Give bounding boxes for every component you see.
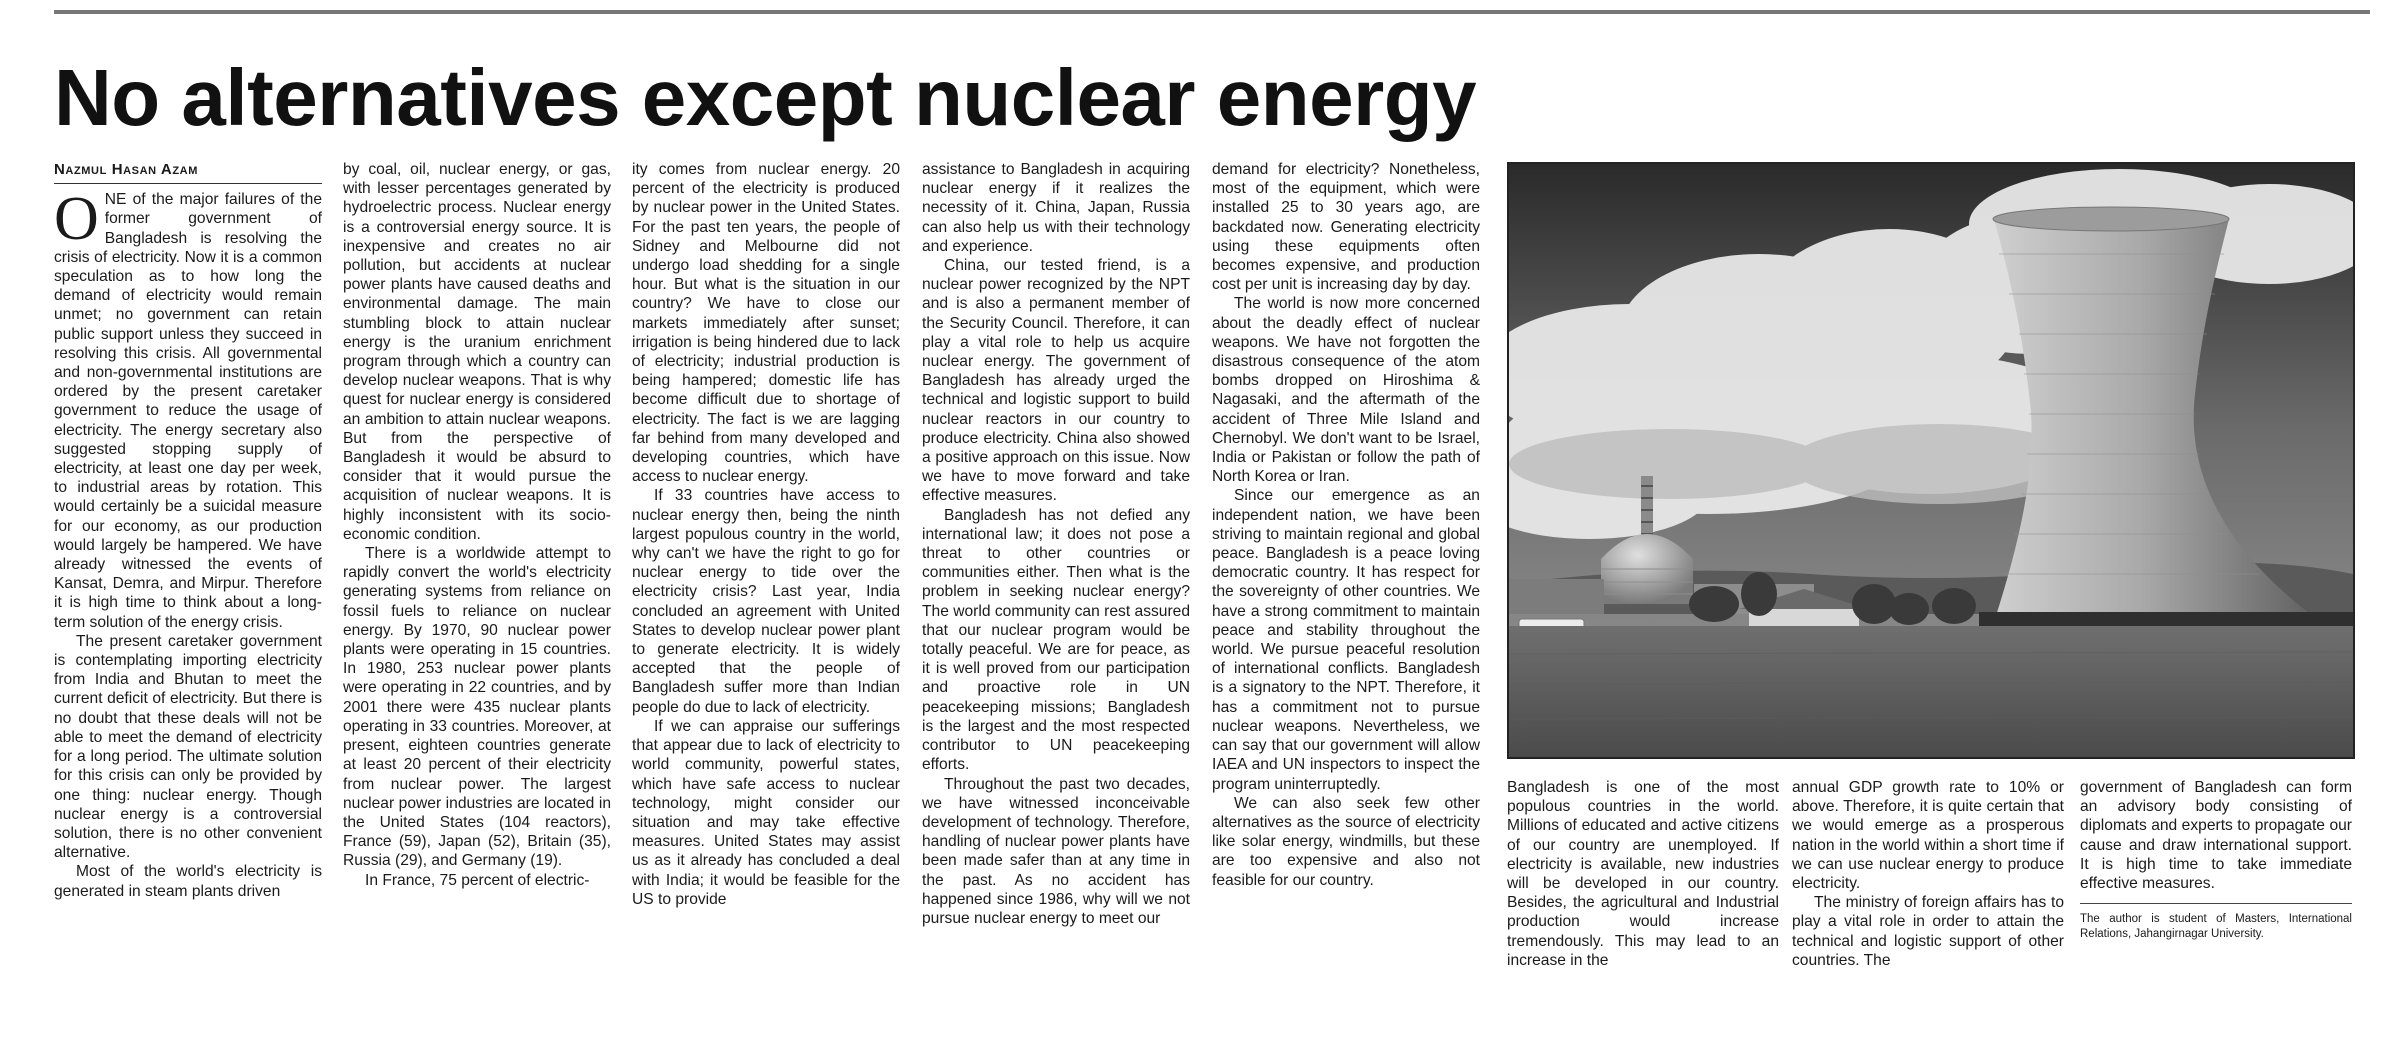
paragraph: ONE of the major failures of the former government of Bangladesh is resolving the crisis of electricity. Now it is a common speculation as to how long the demand of electricity would remain unmet; no government can retain public support unless they succeed in resolving this crisis. All governmental and non-governmental institutions are ordered by the present caretaker government to reduce the usage of electricity. The energy secretary also suggested stopping supply of electricity, at least one day per week, to industrial areas by rotation. This would certainly be a suicidal measure for our economy, as our production would largely be hampered. We have already witnessed the events of Kansat, Demra, and Mirpur. Therefore it is high time to think about a long-term solution of the energy crisis. [54, 185, 322, 631]
paragraph: China, our tested friend, is a nuclear power recognized by the NPT and is also a permanent member of the Security Council. Therefore, it can play a vital role to help us acquire nuclear energy. The government of Bangladesh has already urged the technical and logistic support to build nuclear reactors in our country to produce electricity. China also showed a positive approach on this issue. Now we have to move forward and take effective measures. [922, 257, 1190, 505]
paragraph: The ministry of foreign affairs has to play a vital role in order to attain the technical and logistic support of other countries. The [1792, 894, 2064, 969]
footnote-divider [2080, 903, 2352, 904]
paragraph: demand for electricity? Nonetheless, most of the equipment, which were installed 25 to 30 years ago, are backdated now. Generating electricity using these equipments often becomes expensive, and production cost per unit is increasing day by day. [1212, 161, 1480, 294]
cooling-tower-photo [1507, 162, 2355, 759]
paragraph: Since our emergence as an independent nation, we have been striving to maintain regional and global peace. Bangladesh is a peace loving democratic country. It has respect for the sovereignty of other countries. We have a strong commitment to maintain peace and stability throughout the world. We pursue peaceful resolution of international conflicts. Bangladesh is a signatory to the NPT. Therefore, it has a commitment not to pursue nuclear weapons. Nevertheless, we can say that our government will allow IAEA and UN inspectors to inspect the program uninterruptedly. [1212, 487, 1480, 793]
author-footnote: The author is student of Masters, International Relations, Jahangirnagar University. [2080, 913, 2352, 941]
article-column-6 [1507, 778, 1779, 970]
top-rule [54, 10, 2370, 14]
paragraph: If 33 countries have access to nuclear energy then, being the ninth largest populous country in the world, why can't we have the right to go for nuclear energy to tide over the electricity crisis? Last year, India concluded an agreement with United States to develop nuclear power plant to generate electricity. It is widely accepted that the people of Bangladesh suffer more than Indian people do due to lack of electricity. [632, 487, 900, 716]
paragraph: ity comes from nuclear energy. 20 percent of the electricity is produced by nuclear power in the United States. For the past ten years, the people of Sidney and Melbourne did not undergo load shedding for a single hour. But what is the situation in our country? We have to close our markets immediately after sunset; irrigation is being hindered due to lack of electricity; industrial production is being hampered; domestic life has become difficult due to shortage of electricity. The fact is we are lagging far behind from many developed and developing countries, which have access to nuclear energy. [632, 161, 900, 486]
paragraph: by coal, oil, nuclear energy, or gas, with lesser percentages generated by hydroelectric process. Nuclear energy is a controversial energy source. It is inexpensive and creates no air pollution, but accidents at nuclear power plants have caused deaths and environmental damage. The main stumbling block to attain nuclear energy is the uranium enrichment program through which a country can develop nuclear weapons. That is why quest for nuclear energy is considered an ambition to attain nuclear weapons. But from the perspective of Bangladesh it would be absurd to consider that it would pursue the acquisition of nuclear weapons. It is highly inconsistent with its socio-economic condition. [343, 161, 611, 543]
paragraph: assistance to Bangladesh in acquiring nuclear energy if it realizes the necessity of it. China, Japan, Russia can also help us with their technology and experience. [922, 161, 1190, 255]
article-column-5 [1212, 160, 1480, 890]
article-column-3 [632, 160, 900, 909]
byline: Nazmul Hasan Azam [54, 160, 322, 184]
article-column-4 [922, 160, 1190, 928]
article-column-8 [2080, 778, 2352, 942]
headline: No alternatives except nuclear energy [54, 53, 1477, 142]
paragraph: government of Bangladesh can form an advisory body consisting of diplomats and experts to propagate our cause and draw international support. It is high time to take immediate effective measures. [2080, 779, 2352, 893]
article-column-1 [54, 160, 322, 901]
paragraph: We can also seek few other alternatives as the source of electricity like solar energy, windmills, but these are too expensive and also not feasible for our country. [1212, 794, 1480, 889]
paragraph: If we can appraise our sufferings that appear due to lack of electricity to world community, powerful states, which have safe access to nuclear technology, might consider our situation and may take effective measures. United States may assist us as it already has concluded a deal with India; it would be feasible for the US to provide [632, 717, 900, 908]
paragraph: Bangladesh is one of the most populous countries in the world. Millions of educated and active citizens of our country are unemployed. If electricity is available, new industries will be developed in our country. Besides, the agricultural and Industrial production would increase tremendously. This may lead to an increase in the [1507, 779, 1779, 969]
article-column-7 [1792, 778, 2064, 970]
paragraph: The world is now more concerned about the deadly effect of nuclear weapons. We have not forgotten the disastrous consequence of the atom bombs dropped on Hiroshima & Nagasaki, and the aftermath of the accident of Three Mile Island and Chernobyl. We don't want to be Israel, India or Pakistan or follow the path of North Korea or Iran. [1212, 295, 1480, 486]
paragraph: The present caretaker government is contemplating importing electricity from India and Bhutan to meet the current deficit of electricity. But there is no doubt that these deals will not be able to meet the demand of electricity for a long period. The ultimate solution for this crisis can only be provided by one thing: nuclear energy. Though nuclear energy is a controversial solution, there is no other convenient alternative. [54, 632, 322, 862]
paragraph: annual GDP growth rate to 10% or above. Therefore, it is quite certain that we would emerge as a prosperous nation in the world within a short time if we can use nuclear energy to produce electricity. [1792, 779, 2064, 893]
article-column-2 [343, 160, 611, 890]
paragraph: There is a worldwide attempt to rapidly convert the world's electricity generating systems from reliance on fossil fuels to reliance on nuclear energy. By 1970, 90 nuclear power plants were operating in 15 countries. In 1980, 253 nuclear power plants were operating in 22 countries, and by 2001 there were 435 nuclear plants operating in 33 countries. Moreover, at present, eighteen countries generate at least 20 percent of their electricity from nuclear power. The largest nuclear power industries are located in the United States (104 reactors), France (59), Japan (52), Britain (35), Russia (29), and Germany (19). [343, 545, 611, 870]
paragraph: In France, 75 percent of electric- [365, 871, 590, 889]
paragraph: Bangladesh has not defied any international law; it does not pose a threat to other countries or communities either. Then what is the problem in seeking nuclear energy? The world community can rest assured that our nuclear program would be totally peaceful. We are for peace, as it is well proved from our participation and proactive role in UN peacekeeping missions; Bangladesh is the largest and the most respected contributor to UN peacekeeping efforts. [922, 506, 1190, 774]
paragraph: Throughout the past two decades, we have witnessed inconceivable development of technology. Therefore, handling of nuclear power plants have been made safer than at any time in the past. As no accident has happened since 1986, why will we not pursue nuclear energy to meet our [922, 775, 1190, 927]
paragraph: Most of the world's electricity is generated in steam plants driven [54, 863, 322, 900]
dropcap: O [54, 185, 99, 254]
